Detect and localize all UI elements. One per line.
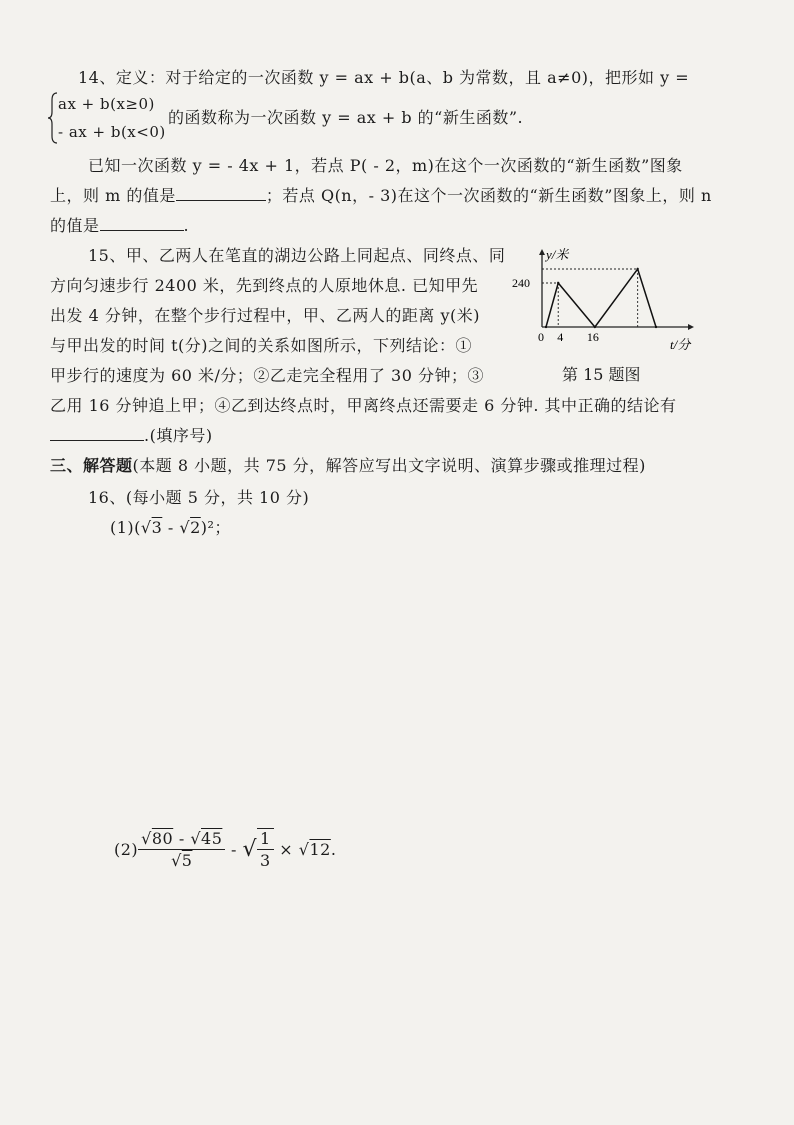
q14-line4 [50,186,712,206]
sqrt-icon: √ [298,840,310,859]
q16-p2-r12: 12 [309,840,331,859]
answer-blank-m[interactable] [176,186,266,201]
q14-case2: - ax + b(x<0) [58,123,166,141]
series-line [546,269,656,327]
q15-line4: 与甲出发的时间 t(分)之间的关系如图所示，下列结论：① [50,336,473,355]
data-point-4 [655,326,657,328]
answer-blank-n[interactable] [100,216,184,231]
q16-p1-radicand1: 3 [151,518,163,537]
q15-line2: 方向匀速步行 2400 米，先到终点的人原地休息. 已知甲先 [50,276,479,295]
q15-line3: 出发 4 分钟，在整个步行过程中，甲、乙两人的距离 y(米) [50,306,480,325]
q16-p2-num-minus: - [173,828,191,848]
q16-p2-f-num: 1 [257,829,274,850]
q15-chart [510,245,700,355]
data-point-0 [545,326,547,328]
q15-line1: 15、甲、乙两人在笔直的湖边公路上同起点、同终点、同 [88,246,506,265]
sqrt-icon: √ [140,518,152,537]
q14-line4-b: ；若点 Q(n，- 3)在这个一次函数的“新生函数”图象上，则 n [265,186,712,205]
q16-p2-num-b: 45 [201,828,223,848]
x-axis-arrow-icon [688,324,694,330]
q16-part2 [114,828,336,872]
data-point-3 [636,268,638,270]
q16-p2-f-den: 3 [259,851,271,870]
y-tick-label-240: 240 [512,276,530,290]
q14-case1: ax + b(x≥0) [58,95,155,113]
x-tick-label-0: 0 [538,330,544,344]
brace-icon [48,92,58,144]
section3-desc: (本题 8 小题，共 75 分，解答应写出文字说明、演算步骤或推理过程) [132,456,646,475]
sqrt-icon: √ [171,850,182,870]
q16-p2-minus: - [225,840,243,859]
q16-p2-fraction [138,829,225,872]
section3-title: 三、解答题 [50,456,133,475]
q15-line7 [50,426,213,446]
q16-part1 [110,518,231,538]
y-axis-label: y/米 [546,247,569,262]
y-axis-arrow-icon [539,249,545,255]
answer-blank-15[interactable] [50,426,144,441]
q16-p1-minus: - [162,518,180,537]
x-axis-label: t/分 [670,337,691,352]
q16-p2-small-fraction [257,828,274,872]
q16-p1-radicand2: 2 [190,518,201,537]
sqrt-icon: √ [179,518,191,537]
sqrt-icon: √ [141,828,152,848]
q14-line4-a: 上，则 m 的值是 [50,186,176,205]
q14-line2: 的函数称为一次函数 y = ax + b 的“新生函数”. [168,108,524,127]
sqrt-icon: √ [242,837,257,862]
q14-line5 [50,216,189,236]
q14-line5-a: 的值是 [50,216,100,235]
q14-line5-b: . [183,216,190,235]
q14-line1: 14、定义：对于给定的一次函数 y = ax + b(a、b 为常数，且 a≠0)，把形如 y = [78,68,690,87]
q16-p2-num-a: 80 [151,828,174,848]
q16-p2-den: 5 [181,850,193,870]
q16-p2-denominator [138,850,225,872]
x-tick-label-4: 4 [557,330,564,344]
data-point-2 [594,326,596,328]
section3-heading [50,456,646,476]
q16-p2-times: × [273,840,299,859]
q16-p2-numerator [138,829,225,850]
x-tick-label-16: 16 [586,330,599,344]
q15-caption: 第 15 题图 [562,365,641,384]
q16-p1-tail: )²； [200,518,231,537]
data-point-1 [557,282,559,284]
q14-line3: 已知一次函数 y = - 4x + 1，若点 P( - 2，m)在这个一次函数的“新生函数”图象 [88,156,683,175]
q16-p2-label: (2) [114,840,139,859]
q16-head: 16、(每小题 5 分，共 10 分) [88,488,310,507]
q15-line6: 乙用 16 分钟追上甲；④乙到达终点时，甲离终点还需要走 6 分钟. 其中正确的结论有 [50,396,677,415]
q15-line5: 甲步行的速度为 60 米/分；②乙走完全程用了 30 分钟；③ [50,366,484,385]
sqrt-icon: √ [190,828,202,848]
q16-p1-label: (1)( [110,518,141,537]
q15-line7-b: .(填序号) [144,426,213,445]
q16-p2-end: . [330,840,337,859]
